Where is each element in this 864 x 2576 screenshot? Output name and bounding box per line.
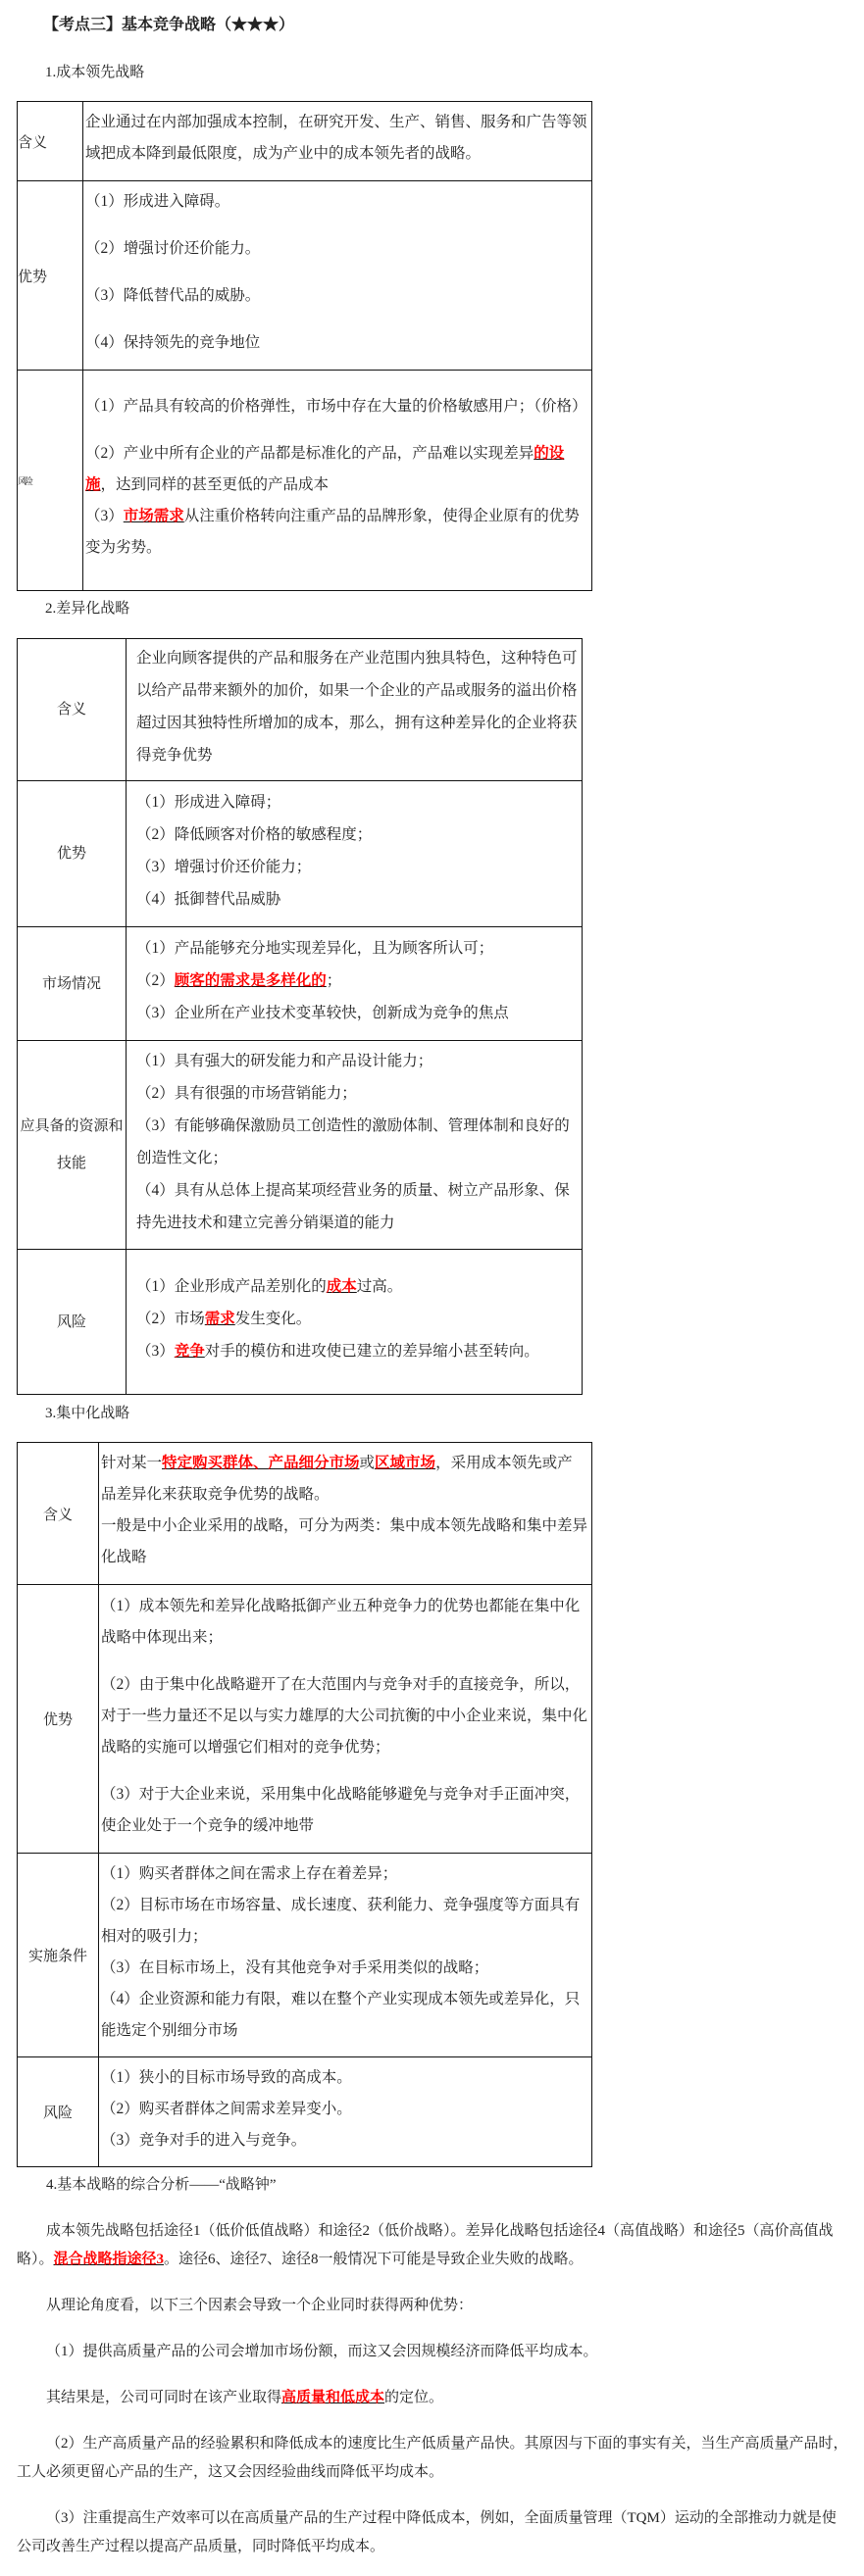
content-paragraph	[85, 186, 587, 218]
table-row	[18, 1041, 583, 1250]
text-segment: 从理论角度看，以下三个因素会导致一个企业同时获得两种优势：	[46, 2298, 474, 2313]
text-segment: （2）	[136, 972, 175, 989]
row-content	[127, 1250, 583, 1395]
row-label: 优势	[18, 1585, 99, 1854]
table-row	[18, 1585, 592, 1854]
table-row	[18, 927, 583, 1041]
text-segment: 对手的模仿和进攻使已建立的差异缩小甚至转向。	[204, 1343, 539, 1360]
row-label: 风险	[18, 371, 83, 591]
table-row	[18, 181, 592, 371]
differentiation-table	[17, 638, 583, 1395]
content-paragraph	[136, 1335, 578, 1367]
text-segment: 成本领先战略包括途径1（低价低值战略）和途径2（低价战略）。差异化战略包括途径4（高值战略）和途径5（高价高值战略）。	[17, 2223, 834, 2267]
table-row	[18, 102, 592, 181]
text-segment: 一般是中小企业采用的战略，可分为两类：集中成本领先战略和集中差异化战略	[101, 1517, 588, 1565]
section-heading-cost-leadership: 1.成本领先战略	[45, 65, 145, 80]
highlighted-keyword: 区域市场	[375, 1455, 436, 1471]
section-heading-strategy-clock: 4.基本战略的综合分析——“战略钟”	[46, 2177, 277, 2193]
table-row	[18, 1250, 583, 1395]
row-content	[127, 927, 583, 1041]
content-paragraph	[136, 1045, 578, 1077]
text-segment: （3）	[85, 508, 124, 524]
content-paragraph	[101, 1669, 587, 1763]
table-row	[18, 371, 592, 591]
analysis-paragraph	[17, 2292, 850, 2320]
content-paragraph	[136, 883, 578, 916]
analysis-paragraph	[17, 2338, 850, 2366]
content-paragraph	[85, 391, 587, 422]
text-segment: （3）对于大企业来说，采用集中化战略能够避免与竞争对手正面冲突，使企业处于一个竞争的缓冲地带	[101, 1785, 581, 1834]
highlighted-keyword: 成本	[326, 1278, 357, 1295]
row-content	[83, 181, 592, 371]
section-heading-differentiation: 2.差异化战略	[45, 601, 130, 617]
content-paragraph	[136, 1174, 578, 1239]
row-label: 风险	[18, 2057, 99, 2167]
text-segment: （1）形成进入障碍；	[136, 794, 281, 811]
row-label: 市场情况	[18, 927, 127, 1041]
text-segment: （3）降低替代品的威胁。	[85, 287, 261, 304]
text-segment: （3）有能够确保激励员工创造性的激励体制、管理体制和良好的创造性文化；	[136, 1117, 570, 1166]
row-content	[127, 781, 583, 927]
table-row	[18, 639, 583, 781]
content-paragraph	[101, 2094, 587, 2125]
content-paragraph	[136, 1303, 578, 1335]
row-content	[127, 1041, 583, 1250]
row-content	[99, 1443, 592, 1585]
table-row	[18, 1443, 592, 1585]
analysis-paragraph	[17, 2430, 850, 2487]
text-segment: （2）由于集中化战略避开了在大范围内与竞争对手的直接竞争，所以，对于一些力量还不足以与实力雄厚的大公司抗衡的中小企业来说，集中化战略的实施可以增强它们相对的竞争优势；	[101, 1675, 588, 1756]
content-paragraph	[101, 1448, 587, 1511]
section-heading-focus: 3.集中化战略	[45, 1406, 130, 1421]
row-label: 含义	[18, 639, 127, 781]
analysis-paragraph	[17, 2384, 850, 2412]
text-segment: （1）提供高质量产品的公司会增加市场份额，而这又会因规模经济而降低平均成本。	[46, 2344, 598, 2359]
text-segment: 从注重价格转向注重产品的品牌形象，使得企业原有的优势变为劣势。	[85, 508, 580, 556]
content-paragraph	[85, 233, 587, 265]
text-segment: （3）竞争对手的进入与竞争。	[101, 2131, 307, 2149]
text-segment: （1）形成进入障碍。	[85, 193, 230, 210]
text-segment: 企业通过在内部加强成本控制，在研究开发、生产、销售、服务和广告等领域把成本降到最低限度，成为产业中的成本领先者的战略。	[85, 114, 587, 162]
row-label: 优势	[18, 181, 83, 371]
content-paragraph	[136, 786, 578, 818]
content-paragraph	[136, 642, 578, 771]
text-segment: 发生变化。	[234, 1311, 312, 1327]
content-paragraph	[101, 1511, 587, 1573]
page-title: 【考点三】基本竞争战略（★★★）	[43, 17, 295, 33]
table-row	[18, 2057, 592, 2167]
content-paragraph	[85, 280, 587, 312]
highlighted-keyword: 竞争	[174, 1343, 205, 1360]
text-segment: （1）具有强大的研发能力和产品设计能力；	[136, 1053, 433, 1069]
content-paragraph	[136, 1077, 578, 1110]
text-segment: （2）增强讨价还价能力。	[85, 240, 261, 257]
text-segment: （1）狭小的目标市场导致的高成本。	[101, 2068, 352, 2086]
content-paragraph	[136, 932, 578, 965]
highlighted-keyword: 混合战略指途径3	[53, 2252, 165, 2267]
text-segment: 的定位。	[384, 2390, 444, 2405]
row-label: 应具备的资源和技能	[18, 1041, 127, 1250]
text-segment: （2）具有很强的市场营销能力；	[136, 1085, 357, 1102]
text-segment: 其结果是，公司可同时在该产业取得	[46, 2390, 282, 2405]
text-segment: （3）	[136, 1343, 175, 1360]
content-paragraph	[101, 1890, 587, 1953]
row-content	[99, 1854, 592, 2057]
content-paragraph	[136, 965, 578, 997]
row-content	[83, 102, 592, 181]
text-segment: （2）产业中所有企业的产品都是标准化的产品，产品难以实现差异	[85, 445, 534, 462]
text-segment: 过高。	[356, 1278, 403, 1295]
row-label: 含义	[18, 1443, 99, 1585]
text-segment: （3）增强讨价还价能力；	[136, 859, 312, 875]
row-content	[83, 371, 592, 591]
text-segment: （2）市场	[136, 1311, 205, 1327]
text-segment: （4）抵御替代品威胁	[136, 891, 281, 908]
strategy-clock-analysis	[17, 2170, 850, 2561]
row-content	[127, 639, 583, 781]
content-paragraph	[85, 327, 587, 359]
content-paragraph	[101, 1779, 587, 1842]
text-segment: （2）购买者群体之间需求差异变小。	[101, 2100, 352, 2117]
text-segment: （3）在目标市场上，没有其他竞争对手采用类似的战略；	[101, 1958, 489, 1976]
text-segment: （1）购买者群体之间在需求上存在着差异；	[101, 1864, 398, 1882]
table-row	[18, 1854, 592, 2057]
row-content	[99, 2057, 592, 2167]
analysis-paragraph	[17, 2504, 850, 2561]
highlighted-keyword: 顾客的需求是多样化的	[174, 972, 327, 989]
text-segment: （1）企业形成产品差别化的	[136, 1278, 327, 1295]
content-paragraph	[85, 438, 587, 501]
text-segment: （2）目标市场在市场容量、成长速度、获利能力、竞争强度等方面具有相对的吸引力；	[101, 1896, 581, 1945]
focus-table	[17, 1442, 592, 2167]
text-segment: （3）注重提高生产效率可以在高质量产品的生产过程中降低成本，例如，全面质量管理（TQM）运动的全部推动力就是使公司改善生产过程以提高产品质量，同时降低平均成本。	[17, 2510, 837, 2554]
content-paragraph	[101, 1591, 587, 1654]
content-paragraph	[136, 1270, 578, 1303]
highlighted-keyword: 市场需求	[123, 508, 184, 524]
content-paragraph	[136, 1110, 578, 1174]
content-paragraph	[101, 1984, 587, 2047]
text-segment: ，采用成本领先或产品差异化来获取竞争优势的战略。	[101, 1455, 573, 1503]
text-segment: ；	[326, 972, 342, 989]
text-segment: 针对某一	[101, 1455, 163, 1471]
text-segment: 。途径6、途径7、途径8一般情况下可能是导致企业失败的战略。	[164, 2252, 584, 2267]
highlighted-keyword: 高质量和低成本	[281, 2390, 385, 2405]
text-segment: （1）产品能够充分地实现差异化，且为顾客所认可；	[136, 940, 494, 957]
content-paragraph	[101, 1953, 587, 1984]
text-segment: （4）保持领先的竞争地位	[85, 334, 261, 351]
content-paragraph	[85, 501, 587, 564]
text-segment: （2）生产高质量产品的经验累积和降低成本的速度比生产低质量产品快。其原因与下面的事实有关，当生产高质量产品时，工人必须更留心产品的生产，这又会因经验曲线而降低平均成本。	[17, 2436, 848, 2480]
text-segment: （4）企业资源和能力有限，难以在整个产业实现成本领先或差异化，只能选定个别细分市场	[101, 1990, 581, 2039]
text-segment: （3）企业所在产业技术变革较快，创新成为竞争的焦点	[136, 1005, 509, 1021]
text-segment: （1）产品具有较高的价格弹性，市场中存在大量的价格敏感用户；（价格）	[85, 398, 587, 415]
row-content	[99, 1585, 592, 1854]
content-paragraph	[136, 997, 578, 1029]
highlighted-keyword: 的设施	[85, 445, 565, 493]
cost-leadership-table	[17, 101, 592, 591]
text-segment: （1）成本领先和差异化战略抵御产业五种竞争力的优势也都能在集中化战略中体现出来；	[101, 1597, 581, 1646]
text-segment: ，达到同样的甚至更低的产品成本	[100, 476, 330, 493]
row-label: 风险	[18, 1250, 127, 1395]
row-label: 含义	[18, 102, 83, 181]
content-paragraph	[136, 818, 578, 851]
text-segment: 或	[359, 1455, 376, 1471]
highlighted-keyword: 特定购买群体、产品细分市场	[162, 1455, 360, 1471]
table-row	[18, 781, 583, 927]
content-paragraph	[101, 2125, 587, 2156]
content-paragraph	[85, 107, 587, 170]
row-label: 优势	[18, 781, 127, 927]
content-paragraph	[136, 851, 578, 883]
content-paragraph	[101, 1858, 587, 1890]
content-paragraph	[101, 2062, 587, 2094]
text-segment: （4）具有从总体上提高某项经营业务的质量、树立产品形象、保持先进技术和建立完善分销渠道的能力	[136, 1182, 570, 1231]
highlighted-keyword: 需求	[204, 1311, 235, 1327]
text-segment: 企业向顾客提供的产品和服务在产业范围内独具特色，这种特色可以给产品带来额外的加价，如果一个企业的产品或服务的溢出价格超过因其独特性所增加的成本，那么，拥有这种差异化的企业将获得竞争优势	[136, 650, 578, 764]
text-segment: （2）降低顾客对价格的敏感程度；	[136, 826, 373, 843]
analysis-paragraph	[17, 2217, 850, 2274]
row-label: 实施条件	[18, 1854, 99, 2057]
